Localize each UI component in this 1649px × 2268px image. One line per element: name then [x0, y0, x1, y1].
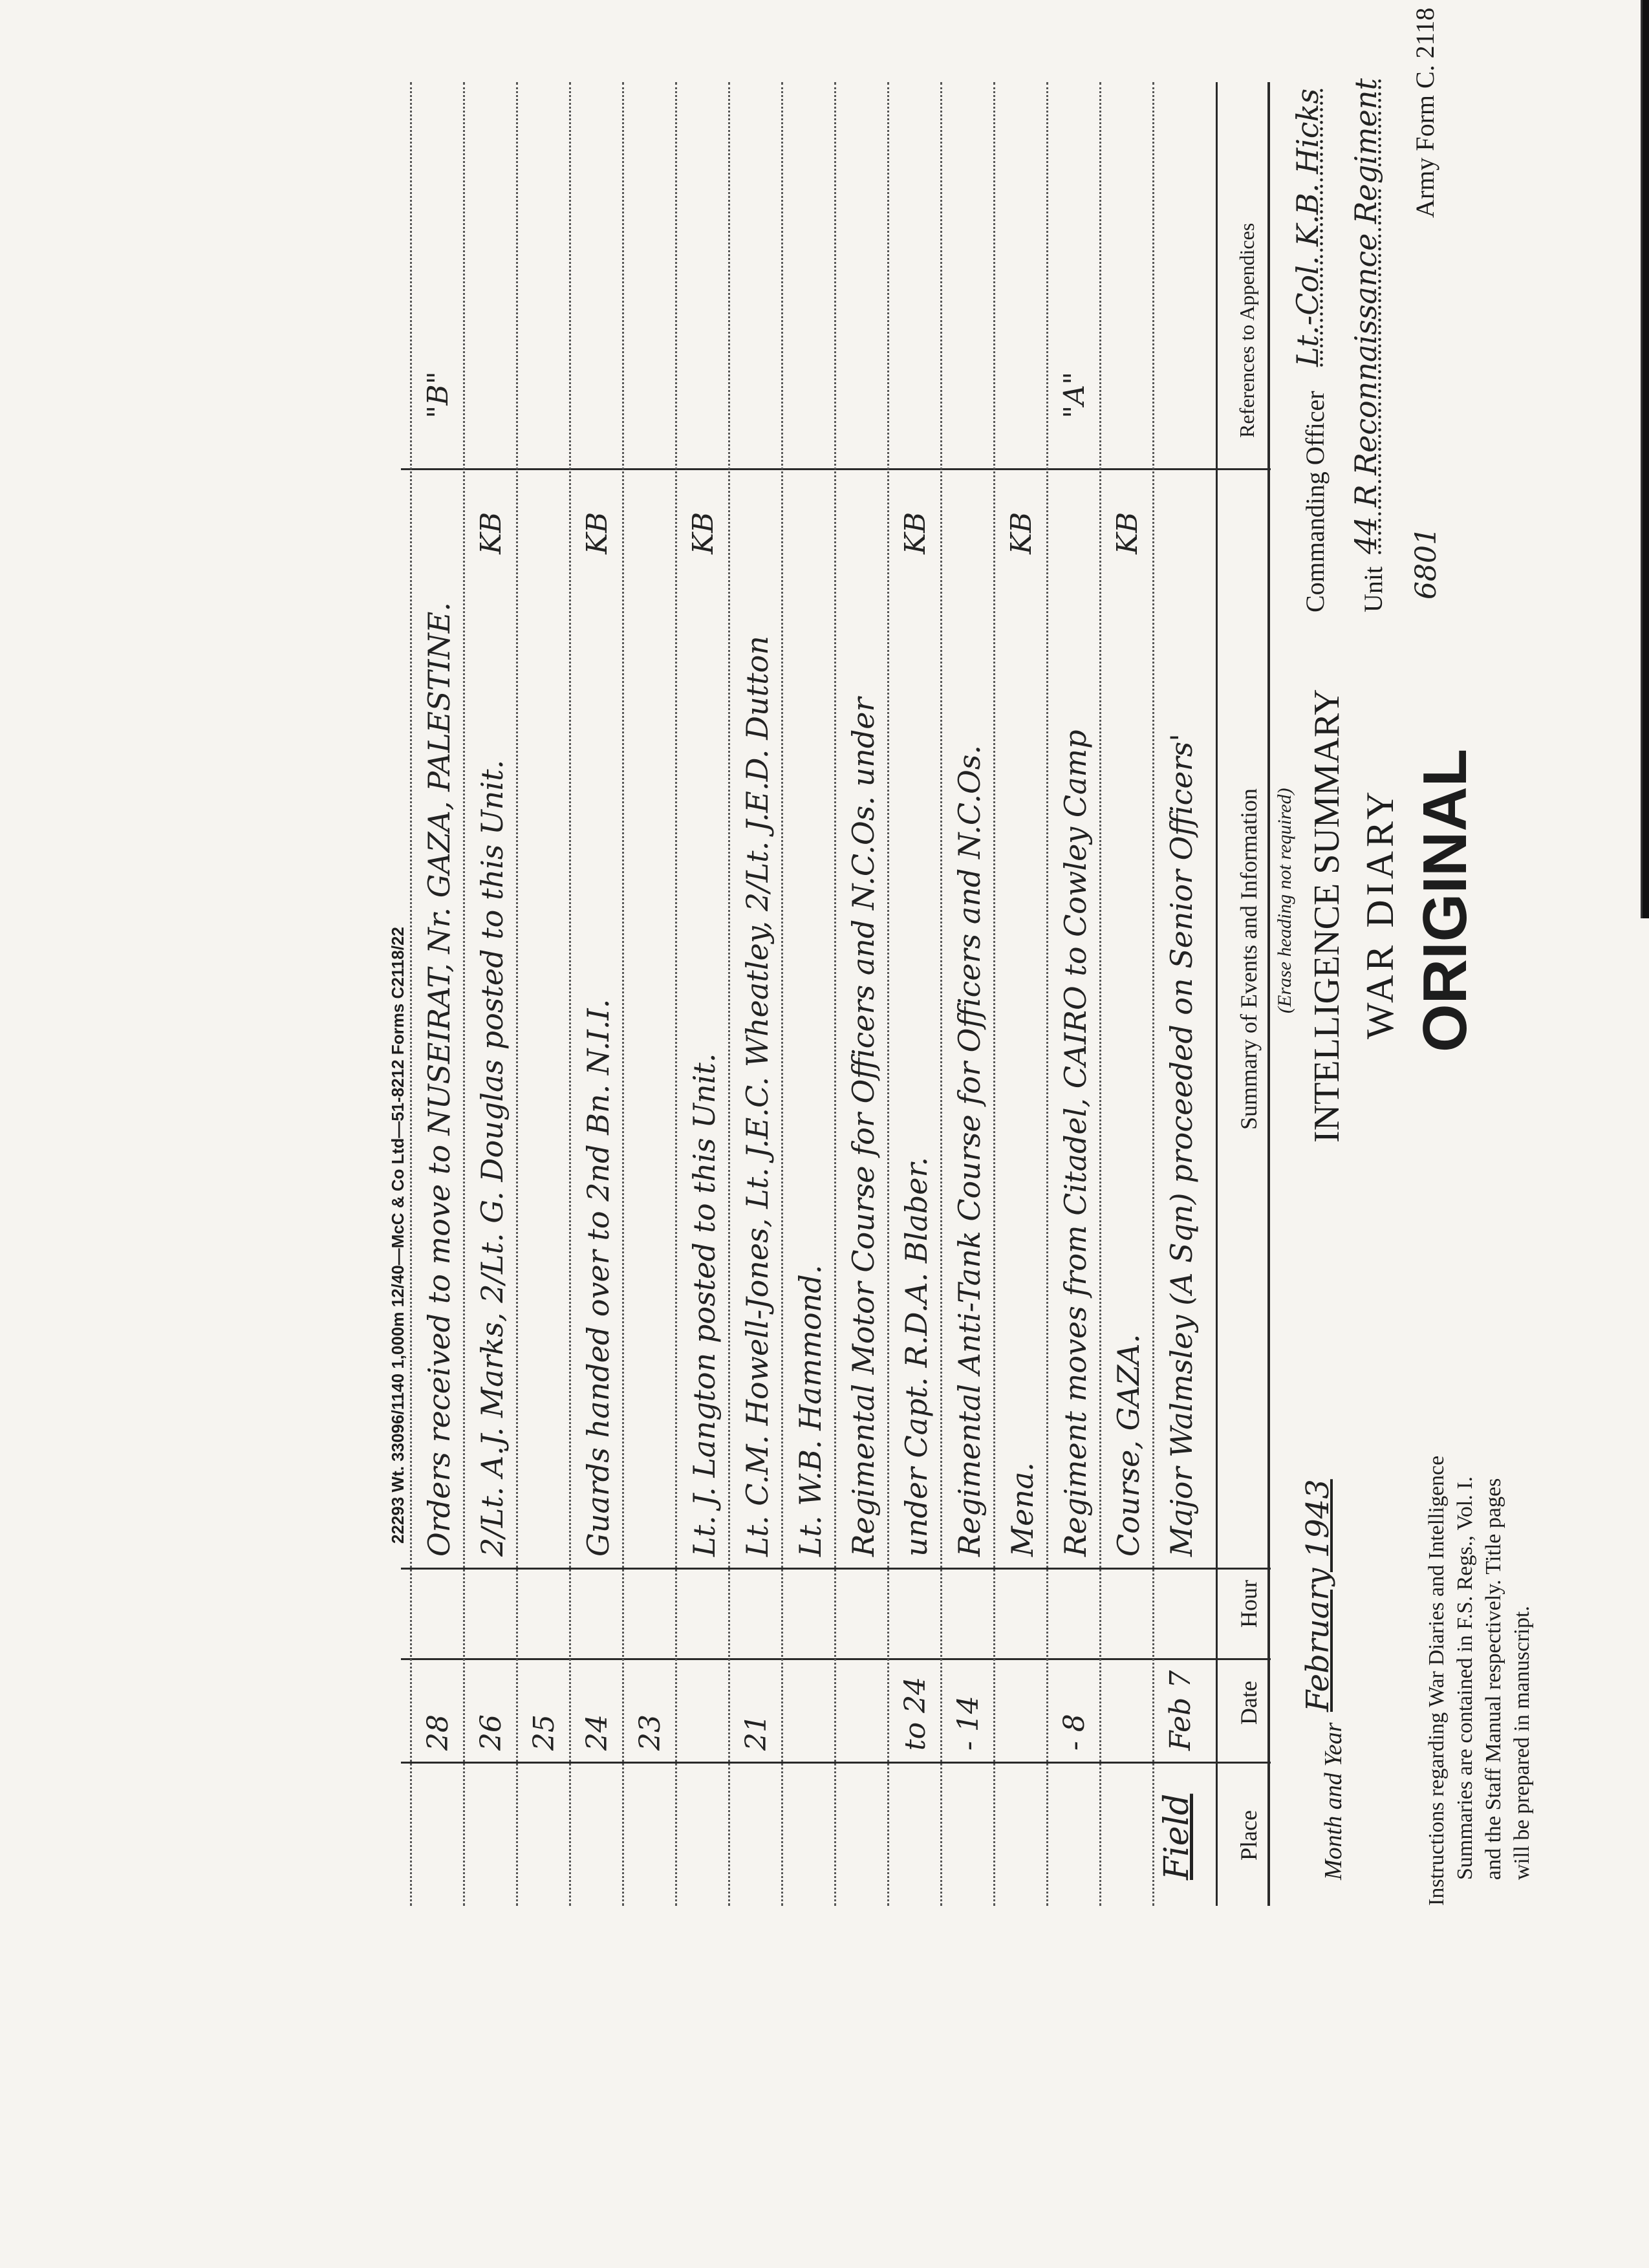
row-summary-text: 2/Lt. A.J. Marks, 2/Lt. G. Douglas posted to this Unit.	[475, 759, 510, 1557]
original-stamp: ORIGINAL	[1410, 748, 1480, 1052]
row-summary-text: Mena.	[1005, 1462, 1040, 1557]
form-name: Army Form C. 2118	[1410, 7, 1439, 218]
row-date: 28	[422, 1714, 455, 1751]
row-date: - 8	[1058, 1714, 1091, 1751]
instructions-line: will be prepared in manuscript.	[1510, 1606, 1534, 1880]
month-year-value: February 1943	[1300, 1479, 1336, 1712]
row-rule	[1152, 82, 1154, 1906]
instructions-line: Summaries are contained in F.S. Regs., Vol. I.	[1453, 1476, 1477, 1880]
row-initials: KB	[687, 512, 720, 554]
row-rule	[887, 82, 889, 1906]
row-summary-text: Orders received to move to NUSEIRAT, Nr. GAZA, PALESTINE.	[422, 601, 457, 1557]
instructions-line: and the Staff Manual respectively. Title pages	[1482, 1478, 1505, 1880]
row-rule	[622, 82, 624, 1906]
row-appendix-ref: "A"	[1058, 371, 1091, 418]
row-summary-text: Guards handed over to 2nd Bn. N.I.I.	[581, 999, 616, 1557]
row-date: 25	[528, 1714, 561, 1751]
row-date: Feb 7	[1164, 1670, 1197, 1751]
table-header-rule	[1216, 82, 1218, 1906]
title-note: (Erase heading not required)	[1274, 788, 1295, 1013]
row-summary-text: Course, GAZA.	[1111, 1334, 1146, 1557]
month-year-label: Month and Year	[1320, 1722, 1347, 1880]
row-initials: KB	[581, 512, 614, 554]
row-appendix-ref: "B"	[422, 371, 455, 418]
col-header-refs: References to Appendices	[1235, 222, 1258, 438]
instructions-line: Instructions regarding War Diaries and Intelligence	[1425, 1455, 1449, 1906]
row-initials: KB	[475, 512, 508, 554]
row-rule	[463, 82, 465, 1906]
row-date: - 14	[952, 1696, 985, 1751]
row-summary-text: Lt. J. Langton posted to this Unit.	[687, 1053, 722, 1557]
row-date: 26	[475, 1714, 508, 1751]
row-summary-text: Major Walmsley (A Sqn) proceeded on Senior Officers'	[1164, 733, 1199, 1557]
col-header-summary: Summary of Events and Information	[1236, 788, 1262, 1130]
row-date: 21	[740, 1714, 773, 1751]
row-date: to 24	[899, 1676, 932, 1751]
row-initials: KB	[1005, 512, 1038, 554]
unit-value: 44 R Reconnaissance Regiment	[1348, 78, 1383, 554]
row-rule	[569, 82, 571, 1906]
row-rule	[516, 82, 518, 1906]
row-rule	[940, 82, 942, 1906]
row-initials: KB	[1111, 512, 1144, 554]
footer-print: 22293 Wt. 33096/1140 1,000m 12/40—McC & Co Ltd—51-8212 Forms C2118/22	[388, 927, 407, 1544]
row-initials: KB	[899, 512, 932, 554]
row-date: 23	[634, 1714, 667, 1751]
row-rule	[1046, 82, 1048, 1906]
co-value: Lt.-Col. K.B. Hicks	[1290, 88, 1325, 367]
row-summary-text: Regiment moves from Citadel, CAIRO to Cowley Camp	[1058, 729, 1093, 1557]
title-intelligence-summary: INTELLIGENCE SUMMARY	[1307, 689, 1347, 1143]
row-rule	[781, 82, 783, 1906]
row-rule	[728, 82, 730, 1906]
row-rule	[410, 82, 412, 1906]
col-header-place: Place	[1236, 1810, 1262, 1861]
table-top-rule	[1267, 82, 1270, 1906]
row-summary-text: Lt. C.M. Howell-Jones, Lt. J.E.C. Wheatley, 2/Lt. J.E.D. Dutton	[740, 636, 775, 1557]
reference-number: 6801	[1410, 527, 1443, 599]
title-war-diary: WAR DIARY	[1359, 787, 1401, 1039]
row-rule	[993, 82, 995, 1906]
col-header-hour: Hour	[1236, 1580, 1262, 1628]
row-summary-text: Lt. W.B. Hammond.	[793, 1264, 828, 1557]
instructions-block	[1423, 1456, 1536, 1906]
row-rule	[1099, 82, 1101, 1906]
place-value: Field	[1158, 1793, 1196, 1880]
row-rule	[675, 82, 677, 1906]
co-label: Commanding Officer	[1300, 391, 1330, 612]
row-summary-text: under Capt. R.D.A. Blaber.	[899, 1156, 934, 1557]
row-date: 24	[581, 1714, 614, 1751]
unit-label: Unit	[1359, 566, 1388, 612]
row-summary-text: Regimental Motor Course for Officers and N.C.Os. under	[846, 697, 881, 1557]
row-summary-text: Regimental Anti-Tank Course for Officers and N.C.Os.	[952, 744, 987, 1557]
col-header-date: Date	[1236, 1681, 1262, 1725]
row-rule	[834, 82, 836, 1906]
